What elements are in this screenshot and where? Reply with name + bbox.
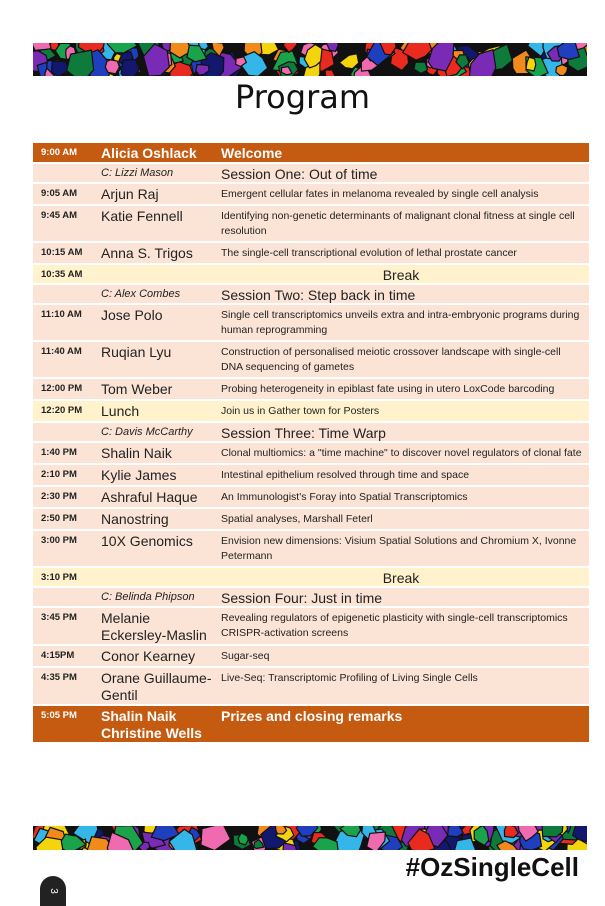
time-cell: 3:10 PM — [33, 567, 95, 587]
program-row-session — [33, 587, 589, 607]
talk-title: Welcome — [213, 143, 589, 163]
session-title: Session Three: Time Warp — [213, 422, 589, 442]
talk-title: Envision new dimensions: Visium Spatial Solutions and Chromium X, Ivonne Petermann — [213, 530, 589, 567]
talk-title: The single-cell transcriptional evolution of lethal prostate cancer — [213, 242, 589, 264]
speaker-name: Conor Kearney — [95, 645, 213, 667]
talk-title: Probing heterogeneity in epiblast fate using in utero LoxCode barcoding — [213, 378, 589, 400]
program-row-talk — [33, 304, 589, 341]
program-row-session — [33, 422, 589, 442]
session-chair: C: Alex Combes — [95, 284, 213, 304]
talk-title: Clonal multiomics: a "time machine" to discover novel regulators of clonal fate — [213, 442, 589, 464]
break-label: Break — [213, 264, 589, 284]
time-cell: 12:20 PM — [33, 400, 95, 422]
time-cell: 4:15PM — [33, 645, 95, 667]
mosaic-tile — [121, 60, 139, 77]
decorative-mosaic-banner-top — [33, 43, 587, 76]
speaker-name: Tom Weber — [95, 378, 213, 400]
time-cell: 9:45 AM — [33, 205, 95, 242]
speaker-name: Orane Guillaume-Gentil — [95, 667, 213, 705]
talk-title: Single cell transcriptomics unveils extra and intra-embryonic programs during human reprogramming — [213, 304, 589, 341]
talk-title: Intestinal epithelium resolved through time and space — [213, 464, 589, 486]
talk-title: Emergent cellular fates in melanoma revealed by single cell analysis — [213, 183, 589, 205]
talk-title: Live-Seq: Transcriptomic Profiling of Living Single Cells — [213, 667, 589, 705]
program-row-talk — [33, 378, 589, 400]
time-cell: 9:00 AM — [33, 143, 95, 163]
speaker-name: Alicia Oshlack — [95, 143, 213, 163]
program-row-break — [33, 264, 589, 284]
program-row-break — [33, 567, 589, 587]
session-chair: C: Davis McCarthy — [95, 422, 213, 442]
program-row-orange — [33, 143, 589, 163]
session-chair: C: Belinda Phipson — [95, 587, 213, 607]
time-cell: 2:50 PM — [33, 508, 95, 530]
time-cell: 4:35 PM — [33, 667, 95, 705]
session-title: Session Two: Step back in time — [213, 284, 589, 304]
speaker-name: Jose Polo — [95, 304, 213, 341]
program-row-session — [33, 163, 589, 183]
talk-title: Prizes and closing remarks — [213, 705, 589, 743]
session-title: Session One: Out of time — [213, 163, 589, 183]
time-cell: 9:05 AM — [33, 183, 95, 205]
talk-title: Revealing regulators of epigenetic plasticity with single-cell transcriptomics CRISPR-activation screens — [213, 607, 589, 645]
speaker-name: Shalin Naik Christine Wells — [95, 705, 213, 743]
talk-title: Identifying non-genetic determinants of malignant clonal fitness at single cell resolution — [213, 205, 589, 242]
program-table — [33, 143, 589, 744]
time-cell: 11:40 AM — [33, 341, 95, 378]
time-cell: 12:00 PM — [33, 378, 95, 400]
speaker-name: Melanie Eckersley-Maslin — [95, 607, 213, 645]
decorative-mosaic-banner-bottom — [33, 826, 587, 850]
program-row-talk — [33, 645, 589, 667]
time-cell: 2:10 PM — [33, 464, 95, 486]
speaker-name: Nanostring — [95, 508, 213, 530]
time-cell: 11:10 AM — [33, 304, 95, 341]
program-row-session — [33, 284, 589, 304]
mosaic-tile — [276, 826, 287, 834]
page-title: Program — [234, 78, 370, 116]
session-chair: C: Lizzi Mason — [95, 163, 213, 183]
speaker-name: Katie Fennell — [95, 205, 213, 242]
speaker-name: Ruqian Lyu — [95, 341, 213, 378]
program-row-talk — [33, 242, 589, 264]
time-cell: 10:15 AM — [33, 242, 95, 264]
time-cell — [33, 422, 95, 442]
session-title: Session Four: Just in time — [213, 587, 589, 607]
talk-title: An Immunologist's Foray into Spatial Transcriptomics — [213, 486, 589, 508]
time-cell — [33, 163, 95, 183]
speaker-name: Lunch — [95, 400, 213, 422]
talk-title: Join us in Gather town for Posters — [213, 400, 589, 422]
page-number: 3 — [48, 888, 59, 894]
time-cell: 2:30 PM — [33, 486, 95, 508]
speaker-name: Ashraful Haque — [95, 486, 213, 508]
mosaic-tile — [557, 43, 579, 59]
speaker-name: Kylie James — [95, 464, 213, 486]
talk-title: Construction of personalised meiotic crossover landscape with single-cell DNA sequencing of gametes — [213, 341, 589, 378]
program-row-talk — [33, 464, 589, 486]
program-row-talk — [33, 486, 589, 508]
break-label: Break — [213, 567, 589, 587]
time-cell: 1:40 PM — [33, 442, 95, 464]
name-cell — [95, 567, 213, 587]
program-row-talk — [33, 667, 589, 705]
time-cell — [33, 587, 95, 607]
page-number-tab — [40, 876, 66, 906]
speaker-name: 10X Genomics — [95, 530, 213, 567]
mosaic-pattern — [33, 43, 587, 76]
hashtag: #OzSingleCell — [405, 852, 579, 882]
program-row-talk — [33, 341, 589, 378]
speaker-name: Anna S. Trigos — [95, 242, 213, 264]
time-cell: 5:05 PM — [33, 705, 95, 743]
name-cell — [95, 264, 213, 284]
talk-title: Spatial analyses, Marshall Feterl — [213, 508, 589, 530]
program-row-talk — [33, 183, 589, 205]
program-row-talk — [33, 205, 589, 242]
mosaic-tile — [105, 60, 119, 74]
time-cell: 3:45 PM — [33, 607, 95, 645]
mosaic-tile — [33, 43, 51, 50]
speaker-name: Shalin Naik — [95, 442, 213, 464]
time-cell: 10:35 AM — [33, 264, 95, 284]
program-row-orange — [33, 705, 589, 743]
mosaic-pattern — [33, 826, 587, 850]
program-row-talk — [33, 508, 589, 530]
program-row-break — [33, 400, 589, 422]
program-row-talk — [33, 607, 589, 645]
talk-title: Sugar-seq — [213, 645, 589, 667]
mosaic-tile — [67, 50, 94, 76]
program-row-talk — [33, 530, 589, 567]
speaker-name: Arjun Raj — [95, 183, 213, 205]
time-cell — [33, 284, 95, 304]
time-cell: 3:00 PM — [33, 530, 95, 567]
program-row-talk — [33, 442, 589, 464]
